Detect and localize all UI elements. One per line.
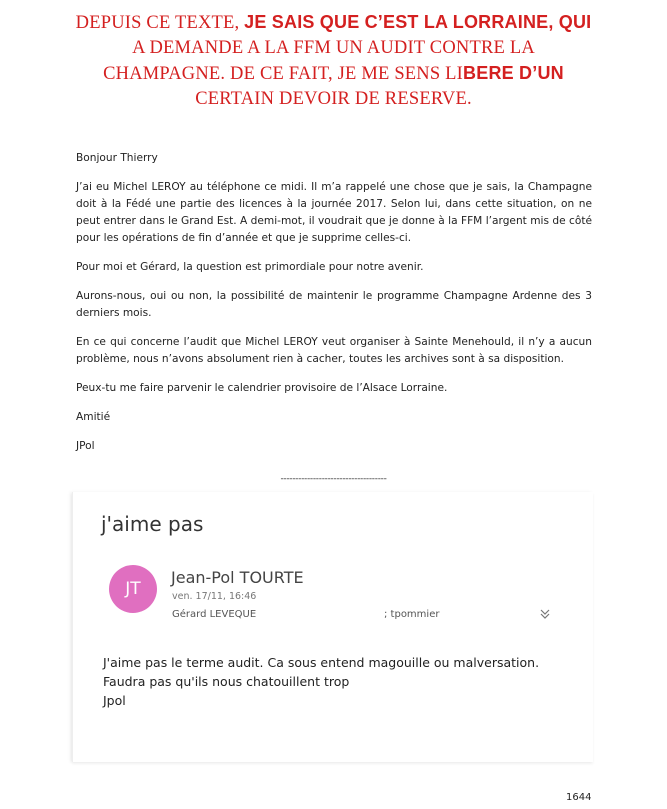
header-line-4: CERTAIN DEVOIR DE RESERVE. [195,89,472,109]
email-message-line: Faudra pas qu'ils nous chatouillent trop [103,674,350,689]
chevron-double-down-icon[interactable] [539,607,551,621]
header-line-3-a: CHAMPAGNE. DE CE FAIT, JE ME SENS LI [103,64,464,84]
page-number: 1644 [566,792,592,803]
letter-paragraph: En ce qui concerne l’audit que Michel LEROY veut organiser à Sainte Menehould, il n’y a aucun problème, nous n’avons absolument rien à cacher, toutes les archives sont à sa disposition. [76,336,592,365]
header-line-1-b: JE SAIS QUE C’EST LA LORRAINE, QUI [244,12,592,32]
letter-body [76,150,592,467]
separator-line: ------------------------------------ [280,474,387,484]
email-message-line: Jpol [103,693,126,708]
sender-name[interactable]: Jean-Pol TOURTE [171,568,304,587]
letter-greeting: Bonjour Thierry [76,152,158,164]
sent-date: ven. 17/11, 16:46 [172,591,257,602]
recipient-1[interactable]: Gérard LEVEQUE [172,609,257,620]
chevron-double-down-icon-svg [539,607,551,621]
header-line-3 [20,61,647,87]
email-message-line: J'aime pas le terme audit. Ca sous entend magouille ou malversation. [103,655,540,670]
recipient-2[interactable]: ; tpommier [384,609,440,620]
header-note [20,10,647,112]
header-line-2: A DEMANDE A LA FFM UN AUDIT CONTRE LA [132,38,535,58]
header-line-3-b: BERE D’UN [463,63,564,83]
letter-paragraph: J’ai eu Michel LEROY au téléphone ce midi. Il m’a rappelé une chose que je sais, la Champagne doit à la Fédé une partie des licences à la journée 2017. Selon lui, dans cette situation, on ne peut entrer dans le Grand Est. A demi-mot, il voudrait que je donne à la FFM l’argent mis de côté pour les opérations de fin d’année et que je supprime celles-ci. [76,181,592,244]
email-subject: j'aime pas [101,512,204,536]
email-message [103,653,573,710]
letter-signature: JPol [76,440,95,452]
letter-paragraph: Aurons-nous, oui ou non, la possibilité de maintenir le programme Champagne Ardenne des 3 derniers mois. [76,290,592,319]
letter-paragraph: Peux-tu me faire parvenir le calendrier provisoire de l’Alsace Lorraine. [76,382,448,394]
recipients [172,609,552,620]
avatar[interactable]: JT [109,565,157,613]
email-card [72,492,593,762]
header-line-1-a: DEPUIS CE TEXTE, [75,13,245,33]
header-line-1 [20,10,647,36]
letter-closing: Amitié [76,411,111,423]
letter-paragraph: Pour moi et Gérard, la question est primordiale pour notre avenir. [76,261,424,273]
